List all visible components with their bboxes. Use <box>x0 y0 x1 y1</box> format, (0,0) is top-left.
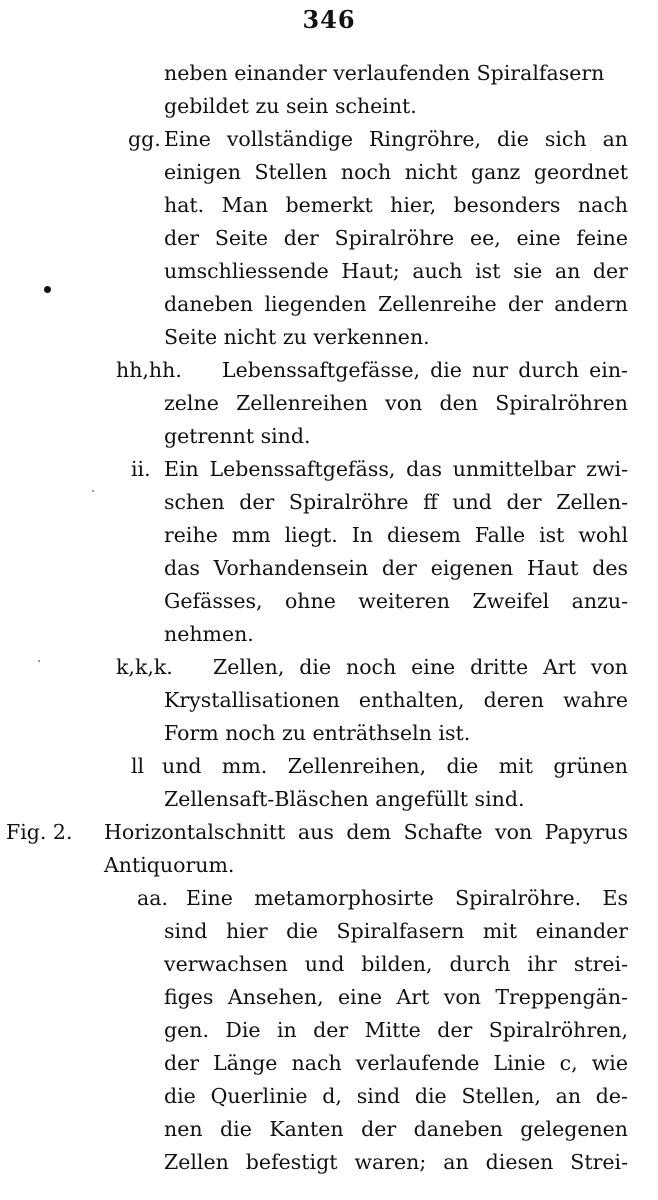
line-text: umschliessende Haut; auch ist sie an der <box>164 259 628 283</box>
line-text: zelne Zellenreihen von den Spiralröhren <box>164 391 628 415</box>
text-line <box>0 683 658 717</box>
item-label: ii. <box>131 457 151 481</box>
text-line <box>0 221 658 255</box>
item-label: hh,hh. <box>116 358 182 382</box>
line-text: Gefässes, ohne weiteren Zweifel anzu- <box>164 589 628 613</box>
text-line <box>0 188 658 222</box>
item-label: gg. <box>128 127 161 151</box>
text-line <box>0 848 658 882</box>
text-line <box>0 1112 658 1146</box>
line-text: Krystallisationen enthalten, deren wahre <box>164 688 628 712</box>
text-line <box>0 617 658 651</box>
line-text: Zellen, die noch eine dritte Art von <box>213 655 628 679</box>
text-line <box>0 1046 658 1080</box>
line-text: nen die Kanten der daneben gelegenen <box>164 1117 628 1141</box>
text-line <box>0 584 658 618</box>
line-text: Zellensaft-Bläschen angefüllt sind. <box>164 787 525 811</box>
line-text: der Länge nach verlaufende Linie c, wie <box>164 1051 628 1075</box>
line-text: hat. Man bemerkt hier, besonders nach <box>164 193 628 217</box>
item-label: Fig. 2. <box>6 820 73 844</box>
page-number: 346 <box>302 5 356 34</box>
text-line <box>0 386 658 420</box>
text-line <box>0 452 658 486</box>
text-line <box>0 287 658 321</box>
text-line <box>0 782 658 816</box>
text-line <box>0 650 658 684</box>
line-text: Form noch zu enträthseln ist. <box>164 721 471 745</box>
line-text: Seite nicht zu verkennen. <box>164 325 430 349</box>
item-label: ll <box>131 754 145 778</box>
text-line <box>0 485 658 519</box>
line-text: Eine vollständige Ringröhre, die sich an <box>164 127 628 151</box>
text-line <box>0 56 658 90</box>
text-line <box>0 89 658 123</box>
text-line <box>0 122 658 156</box>
line-text: nehmen. <box>164 622 254 646</box>
text-line <box>0 320 658 354</box>
line-text: einigen Stellen noch nicht ganz geordnet <box>164 160 628 184</box>
text-line <box>0 551 658 585</box>
text-line <box>0 155 658 189</box>
text-line <box>0 947 658 981</box>
line-text: verwachsen und bilden, durch ihr strei- <box>164 952 628 976</box>
line-text: daneben liegenden Zellenreihe der andern <box>164 292 628 316</box>
text-line <box>0 1079 658 1113</box>
item-label: aa. <box>137 886 168 910</box>
line-text: Ein Lebenssaftgefäss, das unmittelbar zwi- <box>164 457 628 481</box>
text-line <box>0 1145 658 1179</box>
text-line <box>0 815 658 849</box>
text-line <box>0 353 658 387</box>
line-text: gen. Die in der Mitte der Spiralröhren, <box>164 1018 628 1042</box>
line-text: Antiquorum. <box>104 853 235 877</box>
text-line <box>0 716 658 750</box>
text-line <box>0 749 658 783</box>
text-line <box>0 881 658 915</box>
line-text: gebildet zu sein scheint. <box>164 94 417 118</box>
text-line <box>0 914 658 948</box>
line-text: das Vorhandensein der eigenen Haut des <box>164 556 628 580</box>
line-text: figes Ansehen, eine Art von Treppengän- <box>164 985 628 1009</box>
line-text: Eine metamorphosirte Spiralröhre. Es <box>186 886 628 910</box>
line-text: der Seite der Spiralröhre ee, eine feine <box>164 226 628 250</box>
text-line <box>0 980 658 1014</box>
line-text: Zellen befestigt waren; an diesen Strei- <box>164 1150 628 1174</box>
line-text: Lebenssaftgefässe, die nur durch ein- <box>222 358 628 382</box>
line-text: die Querlinie d, sind die Stellen, an de- <box>164 1084 628 1108</box>
text-line <box>0 518 658 552</box>
text-line <box>0 419 658 453</box>
line-text: getrennt sind. <box>164 424 311 448</box>
line-text: sind hier die Spiralfasern mit einander <box>164 919 628 943</box>
line-text: neben einander verlaufenden Spiralfasern <box>164 61 605 85</box>
text-line <box>0 254 658 288</box>
line-text: Horizontalschnitt aus dem Schafte von Papyrus <box>104 820 628 844</box>
line-text: und mm. Zellenreihen, die mit grünen <box>162 754 628 778</box>
line-text: reihe mm liegt. In diesem Falle ist wohl <box>164 523 628 547</box>
line-text: schen der Spiralröhre ff und der Zellen- <box>164 490 628 514</box>
text-line <box>0 1013 658 1047</box>
item-label: k,k,k. <box>116 655 173 679</box>
